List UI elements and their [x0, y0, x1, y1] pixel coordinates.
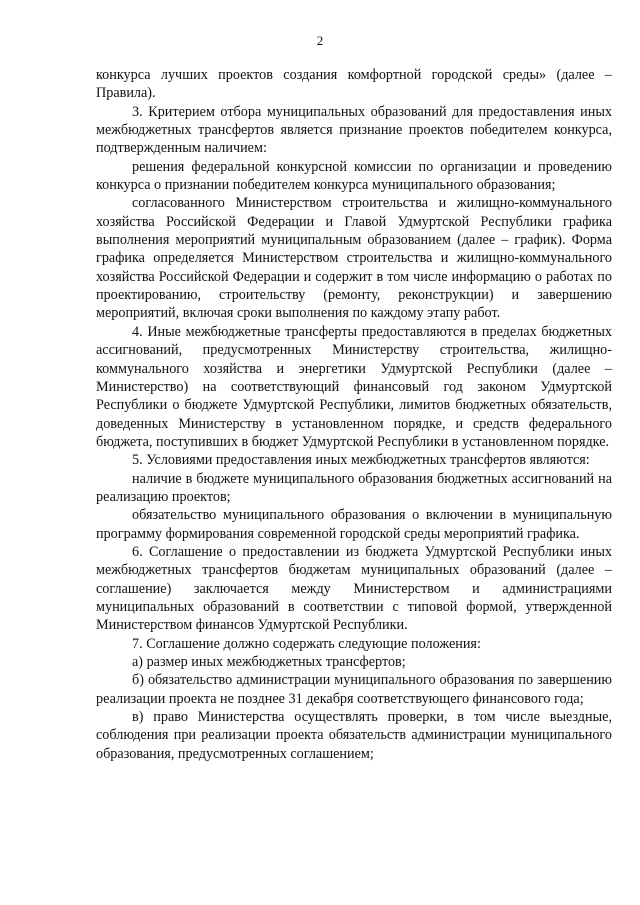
paragraph-item-5-condition-budget: наличие в бюджете муниципального образования бюджетных ассигнований на реализацию проектов;	[96, 470, 612, 505]
paragraph-item-3: 3. Критерием отбора муниципальных образований для предоставления иных межбюджетных трансфертов является признание проектов победителем конкурса, подтвержденным наличием:	[96, 103, 612, 157]
paragraph-item-6: 6. Соглашение о предоставлении из бюджета Удмуртской Республики иных межбюджетных трансфертов бюджетам муниципальных образований (далее – соглашение) заключается между Министерством и администрациями муниципальных образований в соответствии с типовой формой, утвержденной Министерством финансов Удмуртской Республики.	[96, 543, 612, 634]
paragraph-item-7-b: б) обязательство администрации муниципального образования по завершению реализации проекта не позднее 31 декабря соответствующего финансового года;	[96, 672, 612, 707]
paragraph-item-7-v: в) право Министерства осуществлять проверки, в том числе выездные, соблюдения при реализации проекта обязательств администрации муниципального образования, предусмотренных соглашением;	[96, 709, 612, 762]
page-number: 2	[316, 33, 324, 48]
paragraph-item-5: 5. Условиями предоставления иных межбюджетных трансфертов являются:	[132, 452, 590, 469]
document-body	[96, 66, 612, 763]
paragraph-item-3-condition-schedule: согласованного Министерством строительства и жилищно-коммунального хозяйства Российской Федерации и Главой Удмуртской Республики графика выполнения мероприятий муниципальным образованием (далее – график). Форма графика определяется Министерством строительства и жилищно-коммунального хозяйства Российской Федерации и содержит в том числе информацию о работах по проектированию, строительству (ремонту, реконструкции) и завершению мероприятий, включая сроки выполнения по каждому этапу работ.	[96, 195, 612, 322]
paragraph-item-3-condition-decision: решения федеральной конкурсной комиссии по организации и проведению конкурса о признании победителем конкурса муниципального образования;	[96, 158, 612, 194]
paragraph-item-5-condition-program: обязательство муниципального образования о включении в муниципальную программу формирования современной городской среды мероприятий графика.	[96, 507, 612, 542]
paragraph-item-7-a: а) размер иных межбюджетных трансфертов;	[132, 654, 406, 670]
paragraph-continuation-rules: конкурса лучших проектов создания комфортной городской среды» (далее – Правила).	[96, 67, 612, 102]
paragraph-item-7: 7. Соглашение должно содержать следующие положения:	[132, 635, 481, 652]
paragraph-item-4: 4. Иные межбюджетные трансферты предоставляются в пределах бюджетных ассигнований, предусмотренных Министерству строительства, жилищно-коммунального хозяйства и энергетики Удмуртской Республики (далее – Министерство) на соответствующий финансовый год законом Удмуртской Республики о бюджете Удмуртской Республики, лимитов бюджетных обязательств, доведенных Министерству в установленном порядке, и средств федерального бюджета, поступивших в бюджет Удмуртской Республики в установленном порядке.	[96, 323, 612, 450]
